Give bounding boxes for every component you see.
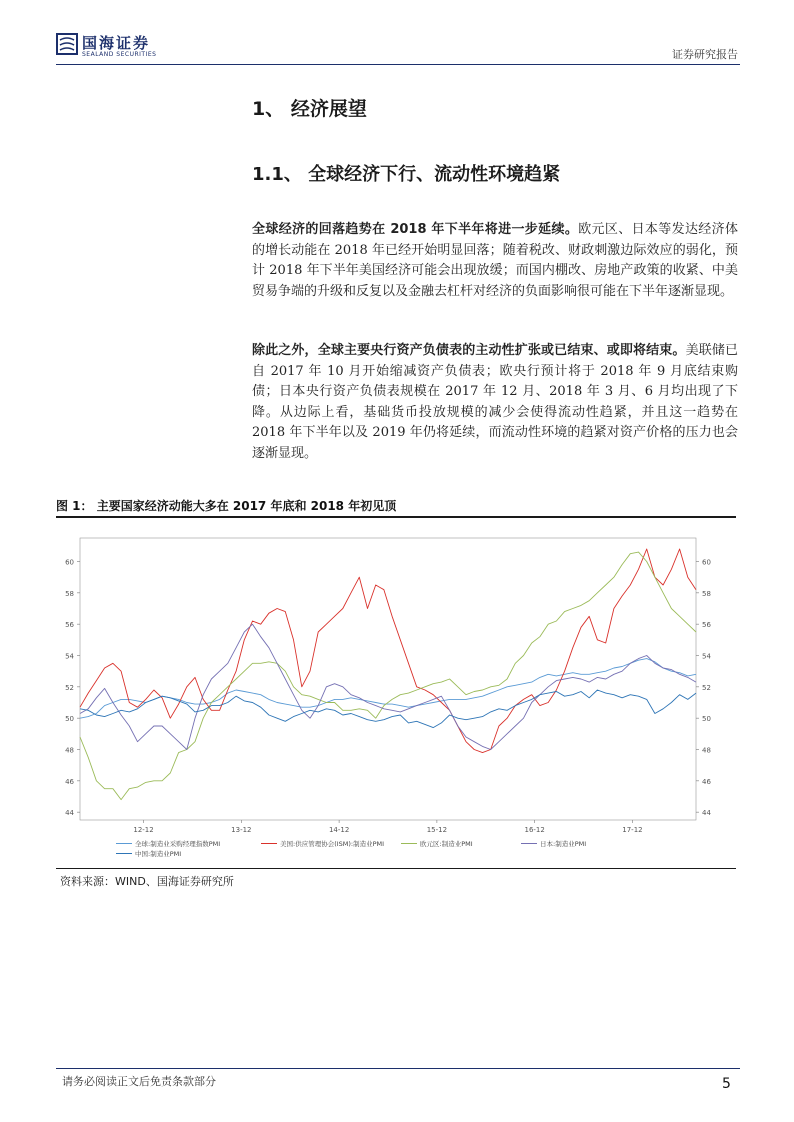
paragraph-1 [252,220,738,302]
y-tick-label-right-3: 50 [702,715,711,724]
company-logo [56,32,157,58]
logo-chinese-name: 国海证券 [82,34,151,52]
y-tick-label-right-6: 56 [702,621,711,630]
page-number: 5 [722,1076,731,1092]
logo-english-name: SEALAND SECURITIES [82,51,157,58]
y-tick-label-left-2: 48 [65,746,74,755]
y-tick-label-right-4: 52 [702,683,711,692]
y-tick-label-left-7: 58 [65,589,74,598]
header-divider [56,64,740,65]
paragraph-2-lead: 除此之外，全球主要央行资产负债表的主动性扩张或已结束、或即将结束。 [252,343,686,358]
page-header [56,28,740,64]
footer-divider [56,1068,740,1069]
y-tick-label-right-8: 60 [702,558,711,567]
footer-disclaimer: 请务必阅读正文后免责条款部分 [62,1075,216,1088]
series-line-2 [80,552,696,800]
x-tick-label-1: 13-12 [231,826,252,834]
y-tick-label-right-5: 54 [702,652,711,661]
y-tick-label-left-0: 44 [65,809,74,818]
y-tick-label-right-2: 48 [702,746,711,755]
figure-source: 资料来源：WIND、国海证券研究所 [60,875,234,888]
legend-label-2: 欧元区:制造业PMI [420,840,473,848]
paragraph-2 [252,341,738,464]
figure-title: 图 1： 主要国家经济动能大多在 2017 年底和 2018 年初见顶 [56,499,397,513]
paragraph-1-body: 欧元区、日本等发达经济体的增长动能在 2018 年已经开始明显回落；随着税改、财政刺激边际效应的弱化，预计 2018 年下半年美国经济可能会出现放缓；而国内棚改、房地产政策的收紧、中美贸易争端的升级和反复以及金融去杠杆对经济的负面影响很可能在下半年逐渐显现。 [252,222,738,299]
x-tick-label-4: 16-12 [524,826,545,834]
section-heading: 1、 经济展望 [252,98,367,120]
legend-label-1: 美国:供应管理协会(ISM):制造业PMI [280,840,385,848]
y-tick-label-left-8: 60 [65,558,74,567]
legend-label-4: 中国:制造业PMI [135,850,182,858]
x-tick-label-3: 15-12 [426,826,448,834]
y-tick-label-left-6: 56 [65,621,74,630]
series-line-4 [80,690,696,728]
x-tick-label-2: 14-12 [328,826,350,834]
y-tick-label-left-5: 54 [65,652,74,661]
paragraph-2-body: 美联储已自 2017 年 10 月开始缩减资产负债表；欧央行预计将于 2018 年 9 月底结束购债；日本央行资产负债表规模在 2017 年 12 月、2018 年 3 月、6 月均出现了下降。从边际上看，基础货币投放规模的减少会使得流动性趋紧，并且这一趋势在 2018 年下半年以及 2019 年仍将延续，而流动性环境的趋紧对资产价格的压力也会逐渐显现。 [252,343,738,461]
legend-label-0: 全球:制造业采购经理指数PMI [135,840,221,848]
y-tick-label-right-0: 44 [702,809,711,818]
series-line-3 [80,624,696,749]
y-tick-label-right-1: 46 [702,777,711,786]
y-tick-label-left-1: 46 [65,777,74,786]
subsection-heading: 1.1、 全球经济下行、流动性环境趋紧 [252,164,561,185]
sealand-logo-icon [56,32,78,56]
series-line-1 [80,549,696,753]
paragraph-1-lead: 全球经济的回落趋势在 2018 年下半年将进一步延续。 [252,222,579,237]
x-tick-label-5: 17-12 [622,826,643,834]
figure-bottom-rule [56,868,736,869]
pmi-line-chart [56,520,736,865]
y-tick-label-left-4: 52 [65,683,74,692]
y-tick-label-left-3: 50 [65,715,74,724]
y-tick-label-right-7: 58 [702,589,711,598]
figure-top-rule [56,516,736,518]
legend-label-3: 日本:制造业PMI [540,840,587,848]
x-tick-label-0: 12-12 [133,826,154,834]
report-type-label: 证券研究报告 [672,48,738,61]
